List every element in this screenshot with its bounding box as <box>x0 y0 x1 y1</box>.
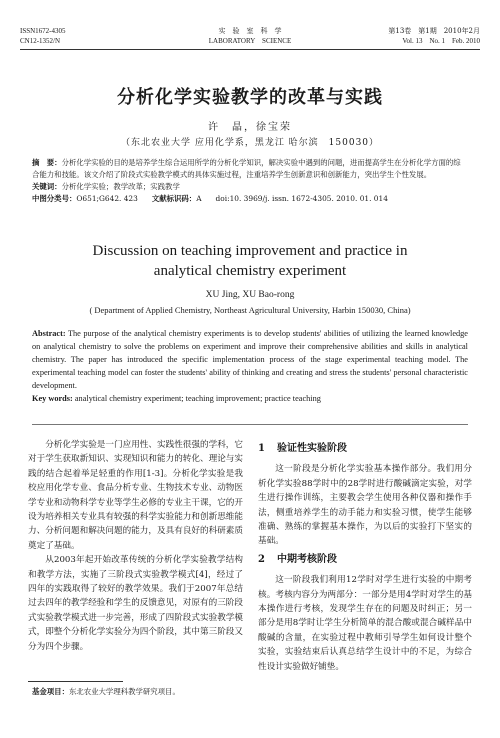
abstract-en-block <box>32 327 468 405</box>
body-column-right <box>258 438 472 674</box>
journal-name-en: LABORATORY SCIENCE <box>208 37 292 45</box>
doc-code-value: A <box>196 194 202 203</box>
keywords-cn <box>32 181 468 193</box>
affiliation-cn: （东北农业大学 应用化学系，黑龙江 哈尔滨 150030） <box>120 138 380 148</box>
footnote-rule <box>28 681 123 682</box>
body-paragraph: 这一阶段是分析化学实验基本操作部分。我们用分析化学实验88学时中的28学时进行酸碱滴定实验，对学生进行操作训练，主要教会学生使用各种仪器和操作手法，侧重培养学生的动手能力和实验习惯，使学生能够准确、熟练的掌握基本操作，为以后的实验打下坚实的基础。 <box>258 464 472 547</box>
abstract-en-label: Abstract: <box>32 329 66 338</box>
keywords-cn-label: 关键词： <box>32 182 62 191</box>
doi: doi:10. 3969/j. issn. 1672-4305. 2010. 01. 014 <box>215 194 388 203</box>
doc-code <box>152 193 202 205</box>
affiliation-en: ( Department of Applied Chemistry, Northeast Agricultural University, Harbin 150030, China) <box>89 305 411 315</box>
keywords-en-text: analytical chemistry experiment; teaching improvement; practice teaching <box>72 394 321 403</box>
section-number: 1 <box>258 443 265 454</box>
paper-title-cn: 分析化学实验教学的改革与实践 <box>117 87 383 108</box>
abstract-cn-block <box>32 157 468 205</box>
abstract-cn <box>32 157 468 181</box>
keywords-en-label: Key words: <box>32 394 73 403</box>
issue-en: Vol. 13 No. 1 Feb. 2010 <box>402 37 480 45</box>
body-paragraph: 分析化学实验是一门应用性、实践性很强的学科，它对于学生获取新知识、实现知识和能力的转化、理论与实践的结合起着举足轻重的作用[1-3]。分析化学实验是我校应用化学专业、食品分析专业、生物技术专业、动物医学专业和动物科学专业等学生必修的专业主干课，它的开设为培养相关专业具有较强的科学实验能力和创新思维能力、分析问题和解决问题的能力，及具有良好的科研素质奠定了基础。 <box>28 440 243 551</box>
section-heading-2 <box>258 553 472 567</box>
classification-line <box>32 193 468 205</box>
abstract-en-text: The purpose of the analytical chemistry experiments is to develop students' abilities of utilizing the learned knowledge on analytical chemistry to solve the problems on experiment and improve their comprehensive abilities and skills in analytical chemistry. The paper has introduced the specific implementation process of the stage experimental teaching model. The experimental teaching model can foster the students' ability of thinking and creating and stress the students' personal characteristic development. <box>32 329 468 390</box>
header-issue-block <box>388 26 480 46</box>
title-en-line-2: analytical chemistry experiment <box>153 263 347 279</box>
clc-label: 中图分类号： <box>32 194 77 203</box>
body-column-left <box>28 438 243 654</box>
body-paragraph: 从2003年起开始改革传统的分析化学实验教学结构和教学方法，实施了三阶段式实验教学模式[4]，经过了四年的实践取得了较好的教学效果。我们于2007年总结过去四年的教学经验和学生的反馈意见，对原有的三阶段式实验教学模式进一步完善，形成了四阶段式实验教学模式，即整个分析化学实验分为四个阶段，其中第三阶段又分为四个步骤。 <box>28 555 243 652</box>
cn-number: CN12-1352/N <box>20 37 61 45</box>
abstract-cn-label: 摘 要： <box>32 158 62 167</box>
keywords-en <box>32 392 468 405</box>
abstract-separator <box>32 424 468 425</box>
paper-title-en <box>0 241 500 281</box>
section-number: 2 <box>258 553 265 565</box>
authors-cn: 许 晶，徐宝荣 <box>208 122 292 133</box>
footnote-text: 东北农业大学理科教学研究项目。 <box>68 687 180 696</box>
clc <box>32 193 138 205</box>
section-heading-1 <box>258 442 472 456</box>
issn: ISSN1672-4305 <box>20 27 66 35</box>
issue-cn: 第13卷 第1期 2010年2月 <box>388 27 480 35</box>
authors-en: XU Jing, XU Bao-rong <box>205 290 295 300</box>
abstract-en <box>32 327 468 392</box>
header-rule <box>20 49 480 50</box>
journal-name-cn: 实 验 室 科 学 <box>218 27 282 35</box>
footnote-label: 基金项目： <box>32 687 69 696</box>
abstract-cn-text: 分析化学实验的目的是培养学生综合运用所学的分析化学知识，解决实验中遇到的问题，进而提高学生在分析化学方面的综合能力和技能。该文介绍了阶段式实验教学模式的具体实施过程，注重培养学生创新意识和创新能力，突出学生个性发展。 <box>32 158 461 179</box>
keywords-cn-text: 分析化学实验；教学改革；实践教学 <box>61 182 180 191</box>
section-title: 中期考核阶段 <box>276 553 337 565</box>
footnote <box>32 686 180 697</box>
section-title: 验证性实验阶段 <box>276 443 347 454</box>
body-paragraph: 这一阶段我们利用12学时对学生进行实验的中期考核。考核内容分为两部分：一部分是用4学时对学生的基本操作进行考核，发现学生存在的问题及时纠正；另一部分是用8学时让学生分析简单的混合酸或混合碱样品中酸碱的含量，在实验过程中教师引导学生如何设计整个实验，实验结束后认真总结学生设计中的不足，为综合性设计实验做好铺垫。 <box>258 575 472 672</box>
title-en-line-1: Discussion on teaching improvement and practice in <box>92 243 408 259</box>
doc-code-label: 文献标识码： <box>151 194 197 203</box>
clc-value: O651;G642. 423 <box>76 194 138 203</box>
